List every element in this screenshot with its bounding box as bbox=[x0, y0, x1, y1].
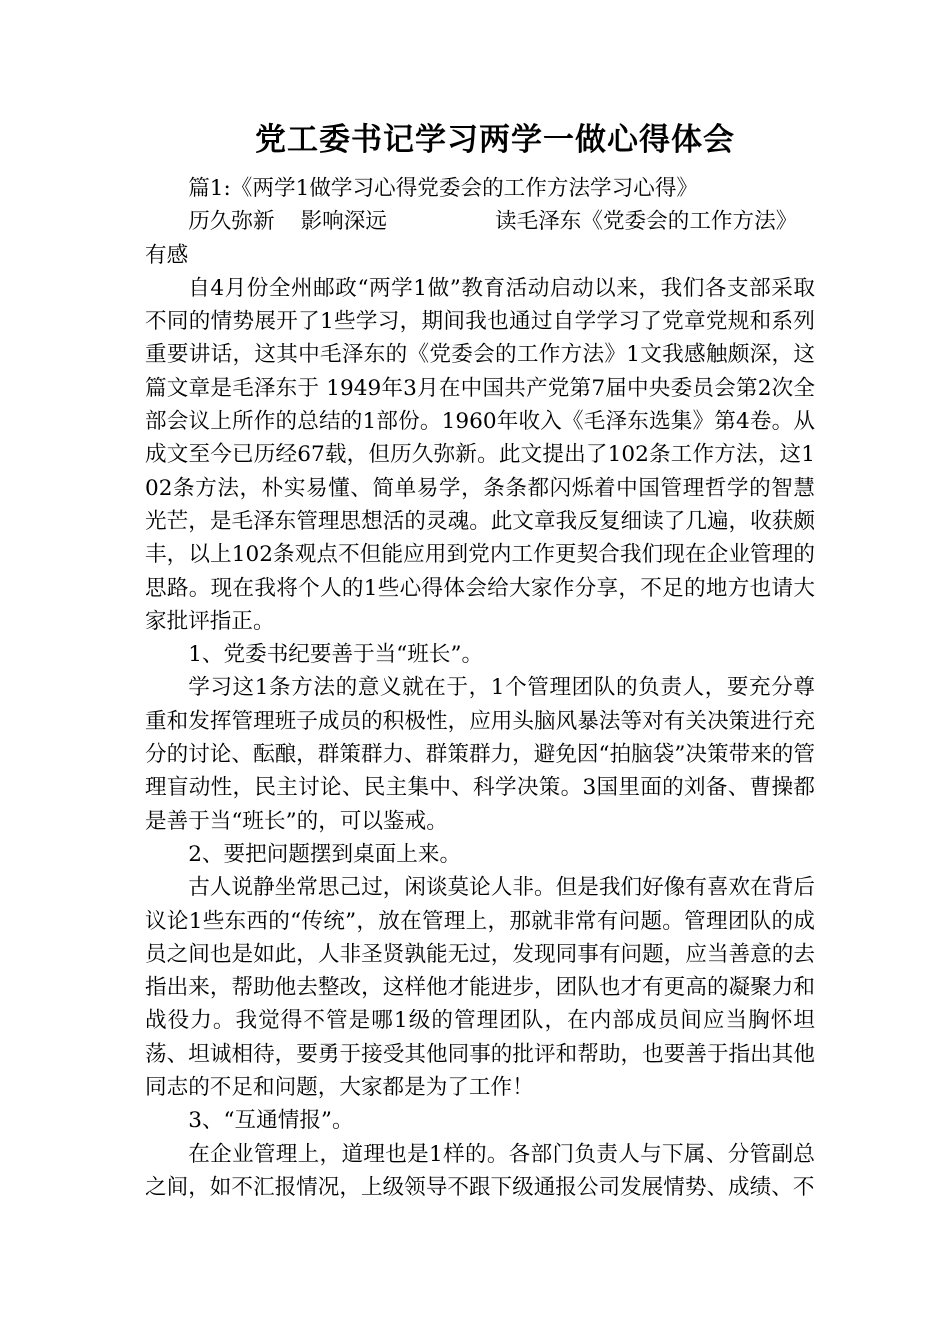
body-paragraph: 学习这1条方法的意义就在于，1个管理团队的负责人，要充分尊重和发挥管理班子成员的积极性，应用头脑风暴法等对有关决策进行充分的讨论、酝酿，群策群力、群策群力，避免因“拍脑袋”决策带来的管理盲动性，民主讨论、民主集中、科学决策。3国里面的刘备、曹操都是善于当“班长”的，可以鉴戒。 bbox=[145, 675, 815, 834]
chapter-heading: 篇1:《两学1做学习心得党委会的工作方法学习心得》 bbox=[188, 176, 699, 201]
subtitle-part-3: 读毛泽东《党委会的工作方法》有感 bbox=[145, 209, 798, 268]
section-heading: 1、党委书纪要善于当“班长”。 bbox=[188, 642, 484, 668]
section-heading: 3、“互通情报”。 bbox=[188, 1108, 354, 1134]
section-heading: 2、要把问题摆到桌面上来。 bbox=[188, 841, 462, 867]
article-subtitle bbox=[145, 205, 815, 272]
body-paragraph: 在企业管理上，道理也是1样的。各部门负责人与下属、分管副总之间，如不汇报情况，上级领导不跟下级通报公司发展情势、成绩、不 bbox=[145, 1141, 815, 1200]
subtitle-part-1: 历久弥新 bbox=[188, 209, 275, 235]
body-paragraph: 自4月份全州邮政“两学1做”教育活动启动以来，我们各支部采取不同的情势展开了1些学习，期间我也通过自学学习了党章党规和系列重要讲话，这其中毛泽东的《党委会的工作方法》1文我感触颇深，这篇文章是毛泽东于 1949年3月在中国共产党第7届中央委员会第2次全部会议上所作的总结的1部份。1960年收入《毛泽东选集》第4卷。从成文至今已历经67载，但历久弥新。此文提出了102条工作方法，这102条方法，朴实易懂、简单易学，条条都闪烁着中国管理哲学的智慧光芒，是毛泽东管理思想活的灵魂。此文章我反复细读了几遍，收获颇丰，以上102条观点不但能应用到党内工作更契合我们现在企业管理的思路。现在我将个人的1些心得体会给大家作分享，不足的地方也请大家批评指正。 bbox=[145, 275, 815, 634]
document-page bbox=[145, 108, 815, 1204]
document-title: 党工委书记学习两学一做心得体会 bbox=[255, 122, 735, 158]
subtitle-part-2: 影响深远 bbox=[300, 209, 387, 235]
body-paragraph: 古人说静坐常思己过，闲谈莫论人非。但是我们好像有喜欢在背后议论1些东西的“传统”，放在管理上，那就非常有问题。管理团队的成员之间也是如此，人非圣贤孰能无过，发现同事有问题，应当善意的去指出来，帮助他去整改，这样他才能进步，团队也才有更高的凝聚力和战役力。我觉得不管是哪1级的管理团队，在内部成员间应当胸怀坦荡、坦诚相待，要勇于接受其他同事的批评和帮助，也要善于指出其他同志的不足和问题，大家都是为了工作！ bbox=[145, 875, 815, 1101]
